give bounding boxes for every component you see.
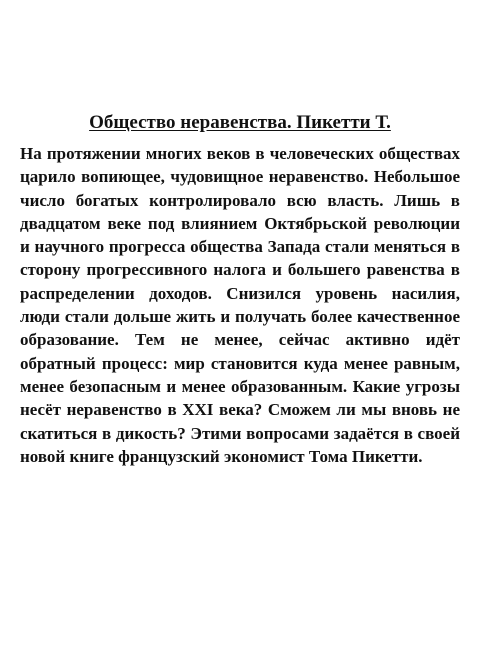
book-description: На протяжении многих веков в человеческих обществах царило вопиющее, чудовищное неравенство. Небольшое число богатых контролировало всю власть. Лишь в двадцатом веке под влиянием Октябрьской революции и научного прогресса общества Запада стали меняться в сторону прогрессивного налога и большего равенства в распределении доходов. Снизился уровень насилия, люди стали дольше жить и получать более качественное образование. Тем не менее, сейчас активно идёт обратный процесс: мир становится куда менее равным, менее безопасным и менее образованным. Какие угрозы несёт неравенство в XXI века? Сможем ли мы вновь не скатиться в дикость? Этими вопросами задаётся в своей новой книге французский экономист Тома Пикетти. — [20, 144, 460, 466]
book-title: Общество неравенства. Пикетти Т. — [89, 112, 391, 133]
